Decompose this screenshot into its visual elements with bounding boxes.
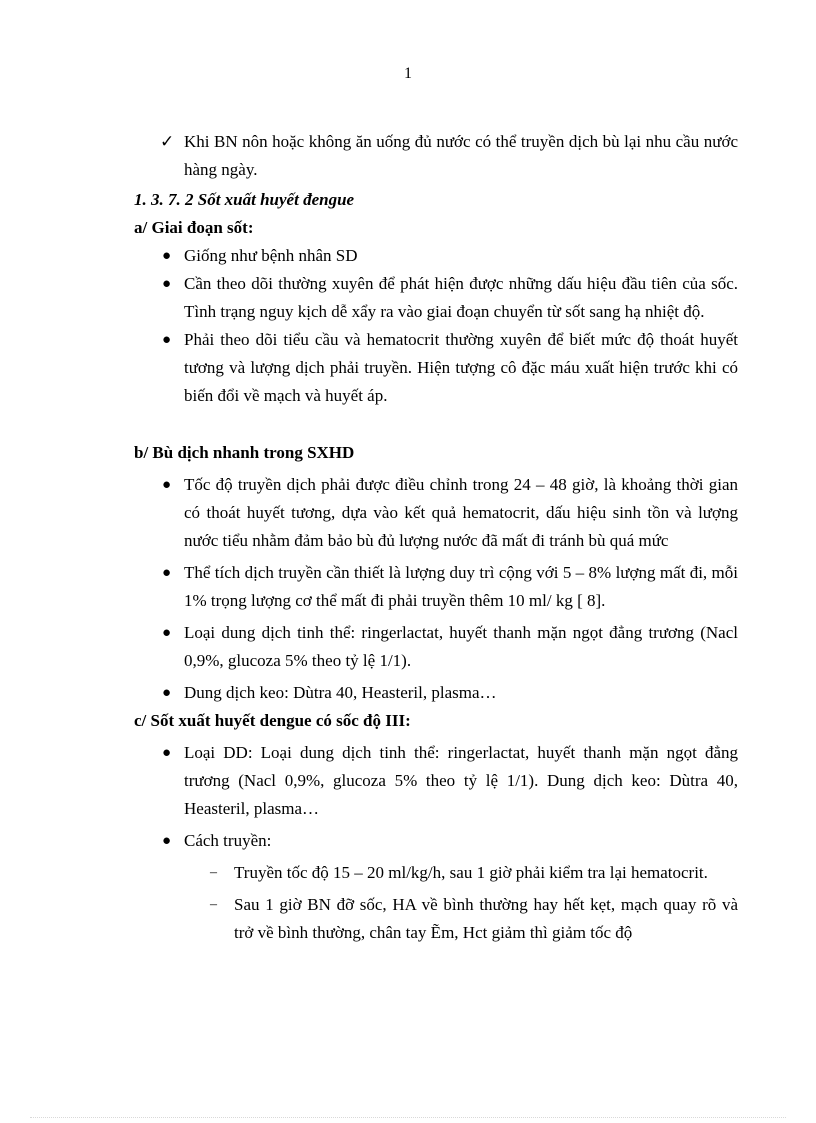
- sub-list-item-text: Truyền tốc độ 15 – 20 ml/kg/h, sau 1 giờ phải kiểm tra lại hematocrit.: [234, 863, 708, 882]
- list-item: [134, 242, 738, 270]
- bullet-icon: ●: [162, 625, 172, 641]
- sub-list-item-text: Sau 1 giờ BN đỡ sốc, HA về bình thường hay hết kẹt, mạch quay rõ và trở về bình thường, chân tay Ẽm, Hct giảm thì giảm tốc độ: [234, 895, 738, 942]
- intro-text: Khi BN nôn hoặc không ăn uống đủ nước có thể truyền dịch bù lại nhu cầu nước hàng ngày.: [184, 132, 738, 179]
- document-body: [134, 128, 738, 947]
- list-item: [134, 471, 738, 555]
- list-item: [134, 827, 738, 855]
- dash-icon: –: [210, 897, 217, 912]
- page-bottom-rule: [30, 1117, 786, 1118]
- bullet-icon: ●: [162, 477, 172, 493]
- list-item-text: Loại DD: Loại dung dịch tinh thể: ringerlactat, huyết thanh mặn ngọt đẳng trương (Nacl 0,9%, glucoza 5% theo tỷ lệ 1/1). Dung dịch keo: Dùtra 40, Heasteril, plasma…: [184, 743, 738, 818]
- list-item-text: Cần theo dõi thường xuyên để phát hiện được những dấu hiệu đầu tiên của sốc. Tình trạng nguy kịch dễ xẩy ra vào giai đoạn chuyển từ sốt sang hạ nhiệt độ.: [184, 274, 738, 321]
- sub-list-item: [134, 859, 738, 887]
- list-item-text: Tốc độ truyền dịch phải được điều chỉnh trong 24 – 48 giờ, là khoảng thời gian có thoát huyết tương, dựa vào kết quả hematocrit, dấu hiệu sinh tồn và lượng nước tiểu nhằm đảm bảo bù đủ lượng nước đã mất đi tránh bù quá mức: [184, 475, 738, 550]
- bullet-icon: ●: [162, 745, 172, 761]
- list-item: [134, 679, 738, 707]
- section-title: 1. 3. 7. 2 Sốt xuất huyết đengue: [134, 190, 355, 209]
- list-item-text: Dung dịch keo: Dùtra 40, Heasteril, plasma…: [184, 683, 497, 702]
- bullet-icon: ●: [162, 276, 172, 292]
- sub-list-item: [134, 891, 738, 947]
- list-item-text: Loại dung dịch tinh thể: ringerlactat, huyết thanh mặn ngọt đẳng trương (Nacl 0,9%, glucoza 5% theo tỷ lệ 1/1).: [184, 623, 738, 670]
- list-item-text: Thể tích dịch truyền cần thiết là lượng duy trì cộng với 5 – 8% lượng mất đi, mỗi 1% trọng lượng cơ thể mất đi phải truyền thêm 10 ml/ kg [ 8].: [184, 563, 738, 610]
- part-c-heading: c/ Sốt xuất huyết dengue có sốc độ III:: [134, 711, 411, 730]
- page-number: 1: [404, 65, 412, 82]
- list-item-text: Cách truyền:: [184, 831, 272, 850]
- list-item: [134, 739, 738, 823]
- bullet-icon: ●: [162, 248, 172, 264]
- intro-paragraph: [134, 128, 738, 184]
- list-item: [134, 326, 738, 410]
- part-b-heading: b/ Bù dịch nhanh trong SXHD: [134, 443, 355, 462]
- list-item-text: Giống như bệnh nhân SD: [184, 246, 358, 265]
- bullet-icon: ●: [162, 833, 172, 849]
- bullet-icon: ●: [162, 332, 172, 348]
- list-item: [134, 270, 738, 326]
- list-item: [134, 559, 738, 615]
- list-item-text: Phải theo dõi tiểu cầu và hematocrit thường xuyên để biết mức độ thoát huyết tương và lượng dịch phải truyền. Hiện tượng cô đặc máu xuất hiện trước khi có biến đổi về mạch và huyết áp.: [184, 330, 738, 405]
- part-a-heading: a/ Giai đoạn sốt:: [134, 218, 254, 237]
- bullet-icon: ●: [162, 565, 172, 581]
- dash-icon: –: [210, 865, 217, 880]
- bullet-icon: ●: [162, 685, 172, 701]
- list-item: [134, 619, 738, 675]
- checkmark-icon: ✓: [160, 132, 175, 151]
